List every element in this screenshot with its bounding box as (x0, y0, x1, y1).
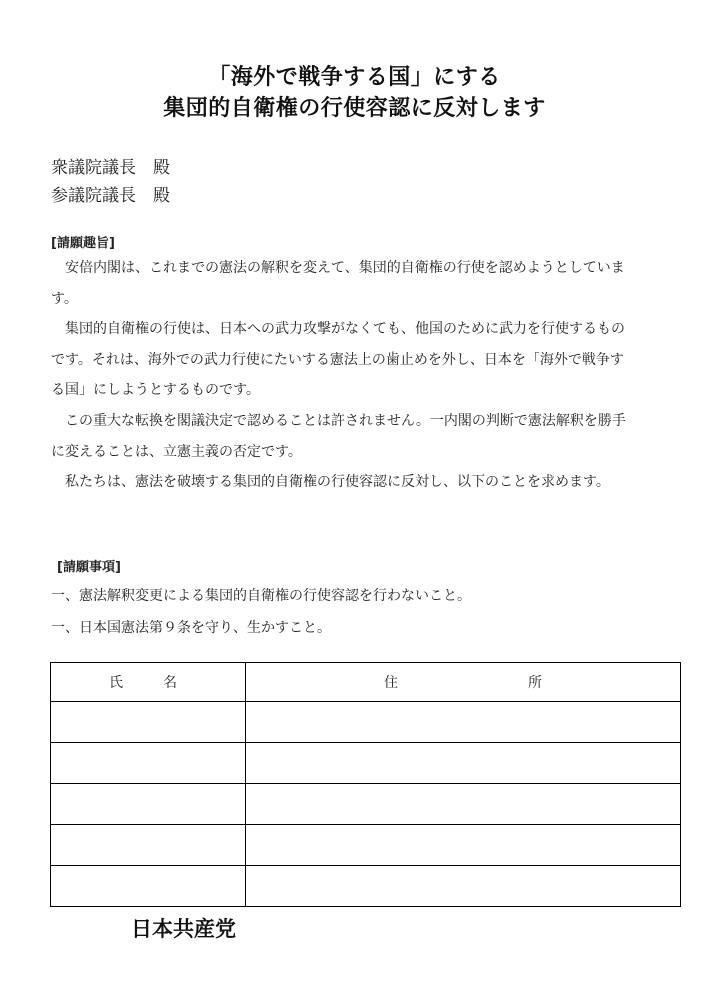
name-column-header: 氏名 (51, 663, 246, 702)
purpose-paragraph: この重大な転換を閣議決定で認めることは許されません。一内閣の判断で憲法解釈を勝手に変えることは、立憲主義の否定です。 (51, 413, 626, 460)
purpose-paragraph: 集団的自衛権の行使は、日本への武力攻撃がなくても、他国のために武力を行使するものです。それは、海外での武力行使にたいする憲法上の歯止めを外し、日本を「海外で戦争する国」にしようとするものです。 (51, 321, 625, 398)
signature-table (50, 662, 681, 907)
address-cell[interactable] (246, 784, 681, 825)
signature-row (51, 702, 681, 743)
title-line-1: 「海外で戦争する国」にする (208, 65, 501, 90)
party-name: 日本共産党 (131, 917, 236, 941)
signature-table-header (51, 663, 681, 702)
address-cell[interactable] (246, 866, 681, 907)
addressee-house-of-councillors: 参議院議長 殿 (51, 186, 170, 206)
signature-row (51, 743, 681, 784)
name-cell[interactable] (51, 702, 246, 743)
petition-purpose-heading: [請願趣旨] (51, 236, 115, 251)
name-cell[interactable] (51, 825, 246, 866)
title-line-2: 集団的自衛権の行使容認に反対します (163, 96, 546, 121)
signature-row (51, 866, 681, 907)
petition-items-heading: [請願事項] (57, 560, 121, 575)
address-column-header: 住所 (246, 663, 681, 702)
address-cell[interactable] (246, 825, 681, 866)
name-cell[interactable] (51, 866, 246, 907)
name-cell[interactable] (51, 743, 246, 784)
address-cell[interactable] (246, 743, 681, 784)
signature-row (51, 784, 681, 825)
signature-row (51, 825, 681, 866)
purpose-paragraph: 私たちは、憲法を破壊する集団的自衛権の行使容認に反対し、以下のことを求めます。 (65, 474, 610, 490)
name-cell[interactable] (51, 784, 246, 825)
address-cell[interactable] (246, 702, 681, 743)
purpose-paragraph: 安倍内閣は、これまでの憲法の解釈を変えて、集団的自衛権の行使を認めようとしています。 (51, 260, 625, 307)
petition-item: 一、憲法解釈変更による集団的自衛権の行使容認を行わないこと。 (51, 588, 471, 604)
addressee-house-of-representatives: 衆議院議長 殿 (51, 158, 170, 178)
petition-item: 一、日本国憲法第９条を守り、生かすこと。 (51, 620, 331, 636)
